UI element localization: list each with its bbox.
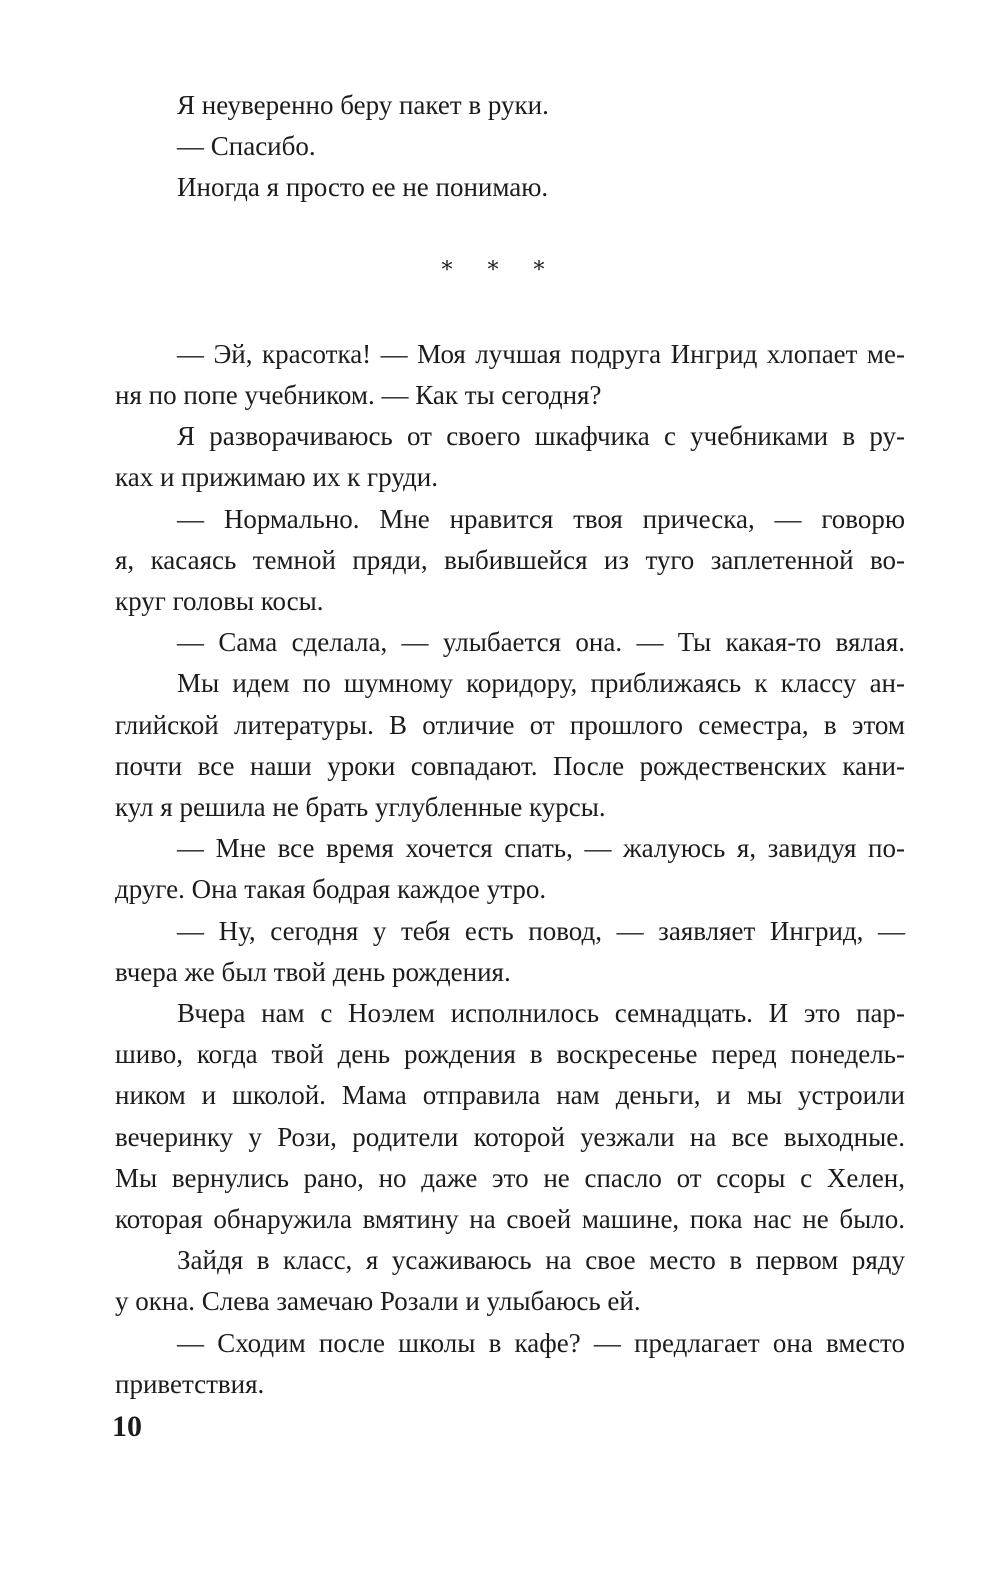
text-line: приветствия.: [115, 1369, 265, 1399]
text-line: Я разворачиваюсь от своего шкафчика с учебниками в ру-: [177, 421, 905, 451]
text-line: шиво, когда твой день рождения в воскресенье перед понедель-: [115, 1039, 905, 1069]
text-line: ках и прижимаю их к груди.: [115, 462, 438, 492]
text-line: друге. Она такая бодрая каждое утро.: [115, 874, 547, 904]
section-separator: * * *: [441, 258, 559, 283]
text-line: Зайдя в класс, я усаживаюсь на свое место в первом ряду: [177, 1245, 905, 1275]
text-line: Иногда я просто ее не понимаю.: [177, 172, 549, 202]
text-line: глийской литературы. В отличие от прошлого семестра, в этом: [115, 710, 905, 740]
text-line: — Сама сделала, — улыбается она. — Ты какая-то вялая.: [177, 627, 905, 657]
text-line: — Спасибо.: [177, 131, 316, 161]
text-line: — Мне все время хочется спать, — жалуюсь я, завидуя по-: [177, 833, 905, 863]
text-line: Вчера нам с Ноэлем исполнилось семнадцать. И это пар-: [177, 998, 905, 1028]
text-line: ником и школой. Мама отправила нам деньги, и мы устроили: [115, 1080, 905, 1110]
text-line: — Ну, сегодня у тебя есть повод, — заявляет Ингрид, —: [177, 916, 905, 946]
text-line: Я неуверенно беру пакет в руки.: [177, 90, 549, 120]
text-line: я, касаясь темной пряди, выбившейся из туго заплетенной во-: [115, 545, 905, 575]
text-line: у окна. Слева замечаю Розали и улыбаюсь ей.: [115, 1286, 641, 1316]
text-line: Мы вернулись рано, но даже это не спасло от ссоры с Хелен,: [115, 1163, 905, 1193]
text-line: — Эй, красотка! — Моя лучшая подруга Ингрид хлопает ме-: [177, 339, 905, 369]
text-line: — Сходим после школы в кафе? — предлагает она вместо: [177, 1328, 905, 1358]
text-line: ня по попе учебником. — Как ты сегодня?: [115, 380, 602, 410]
text-line: почти все наши уроки совпадают. После рождественских кани-: [115, 751, 905, 781]
text-line: вечеринку у Рози, родители которой уезжали на все выходные.: [115, 1122, 905, 1152]
text-line: — Нормально. Мне нравится твоя прическа, — говорю: [177, 504, 905, 534]
text-line: Мы идем по шумному коридору, приближаясь к классу ан-: [177, 668, 905, 698]
page-number: 10: [112, 1410, 142, 1443]
text-line: вчера же был твой день рождения.: [115, 957, 511, 987]
text-line: круг головы косы.: [115, 586, 324, 616]
text-line: кул я решила не брать углубленные курсы.: [115, 792, 606, 822]
text-line: которая обнаружила вмятину на своей машине, пока нас не было.: [115, 1204, 905, 1234]
